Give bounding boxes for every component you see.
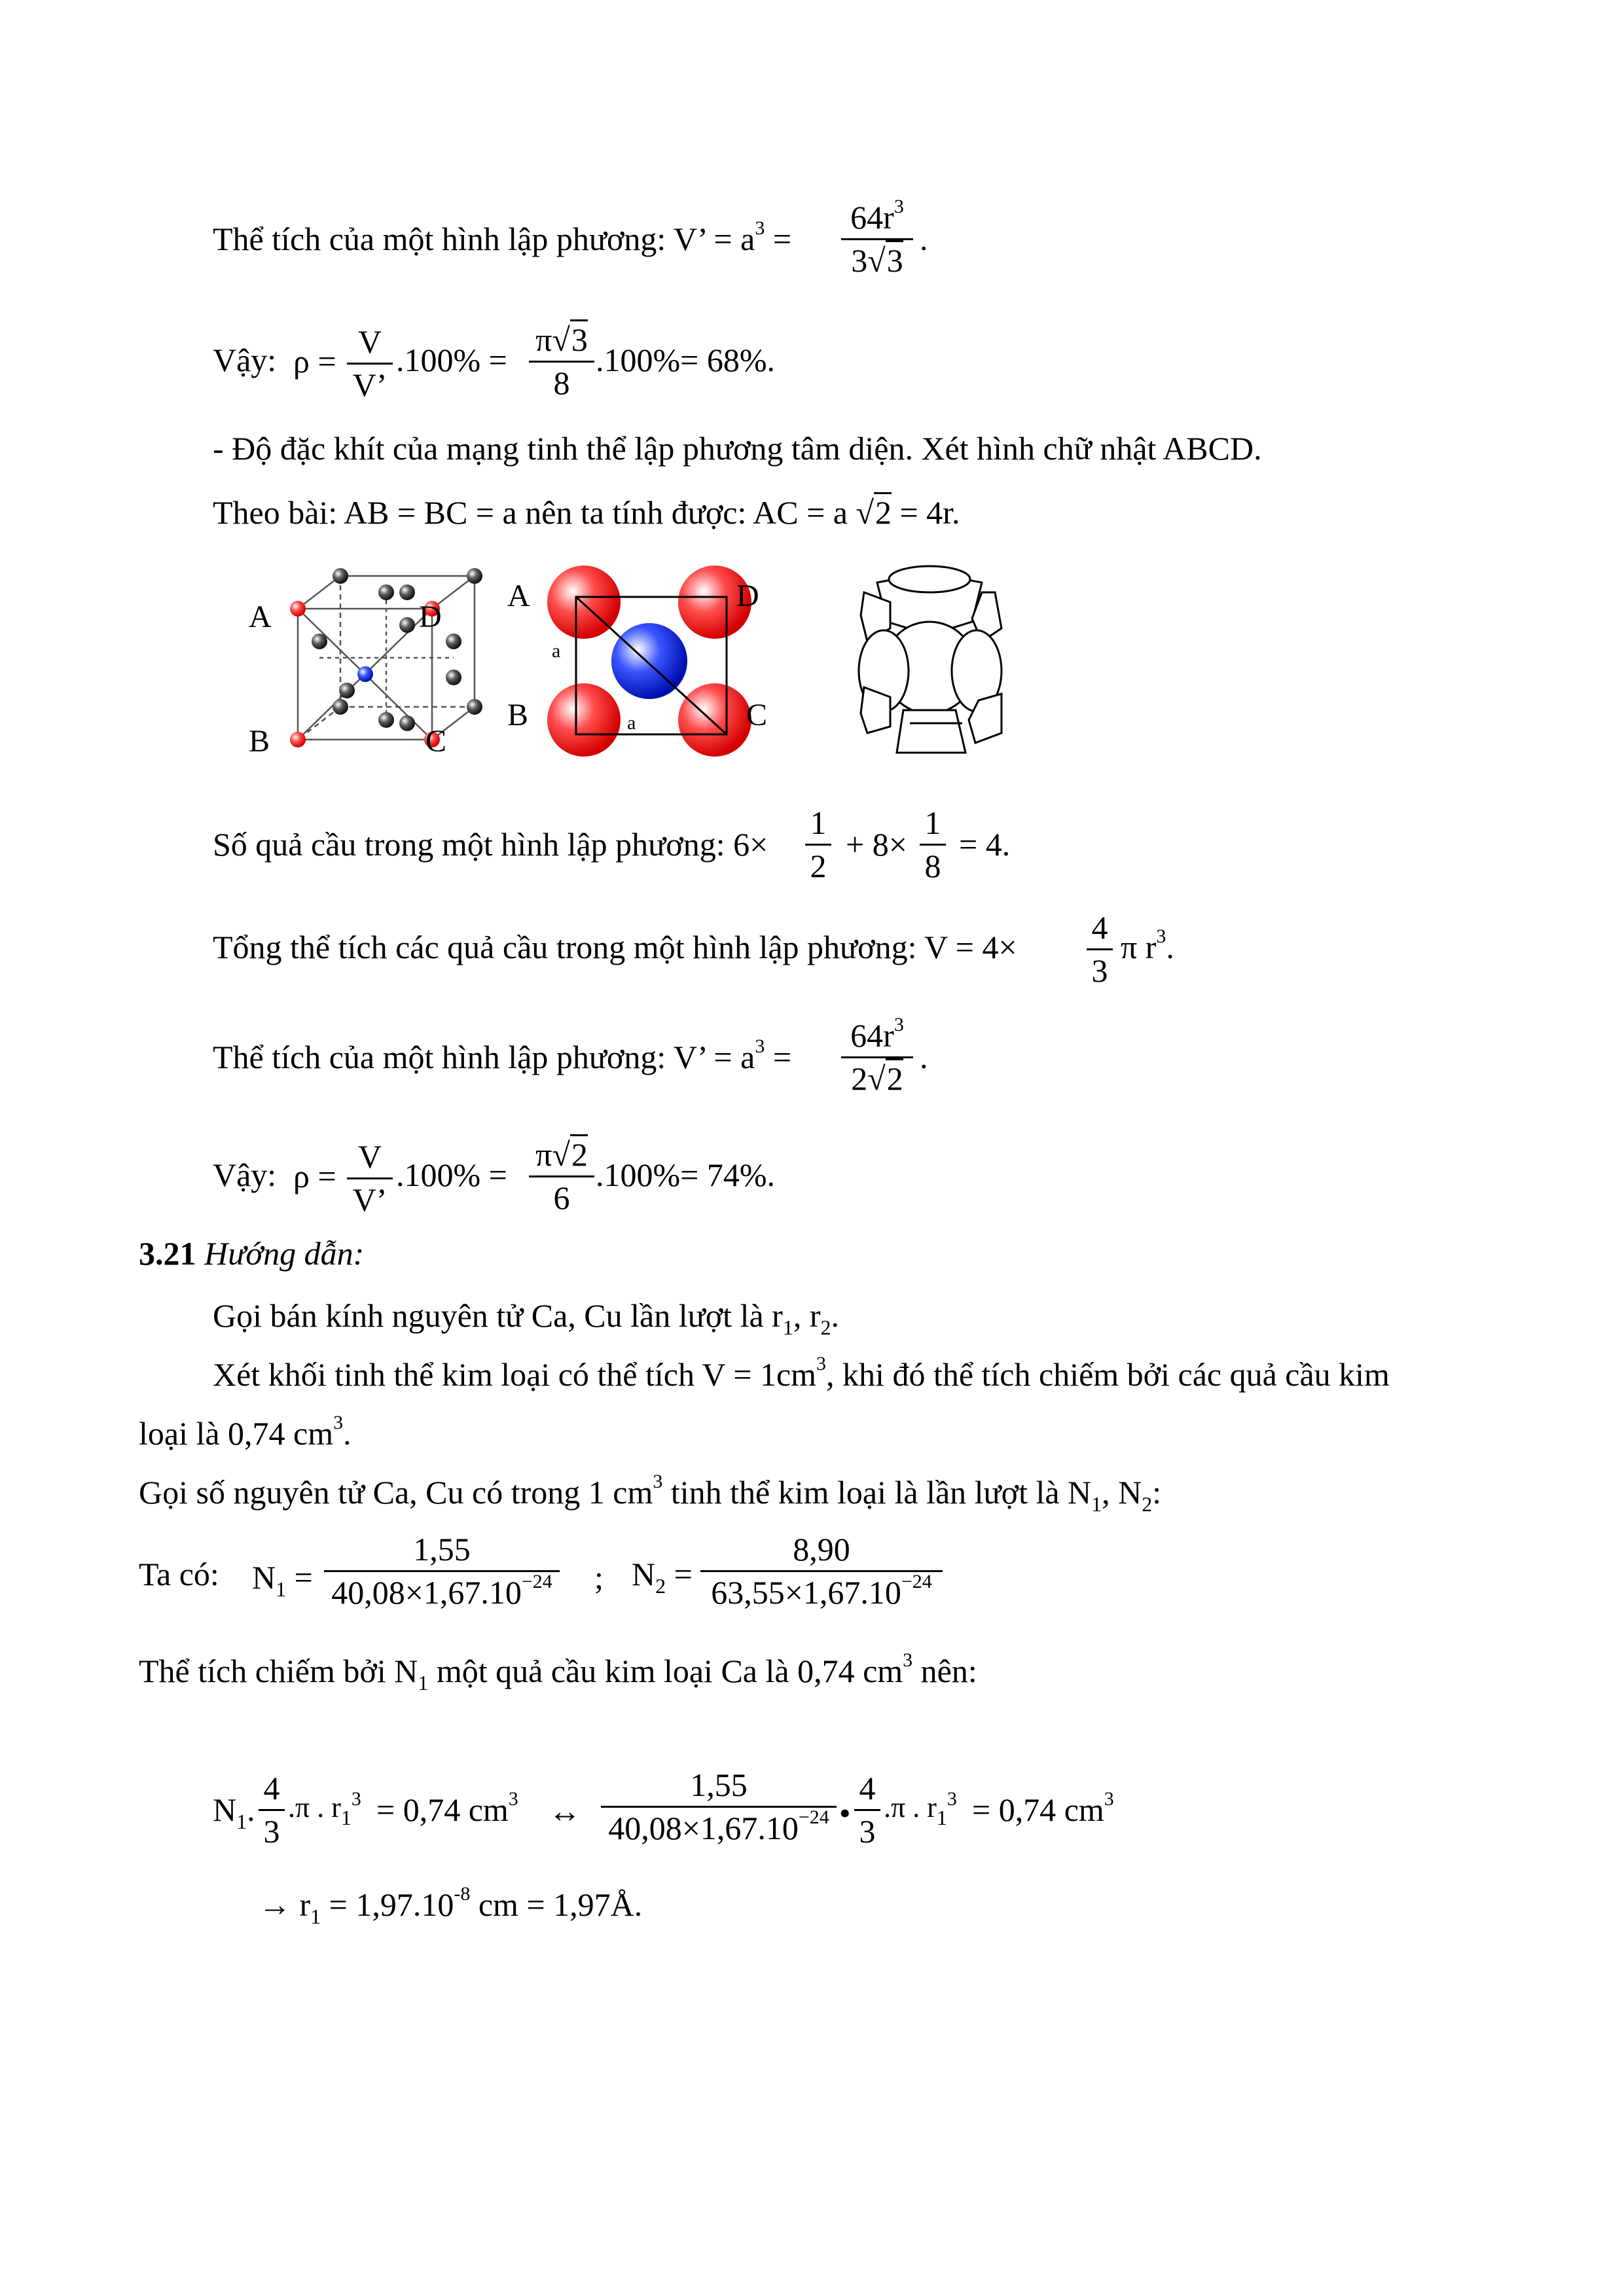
fcc-face-diagram [547, 565, 751, 757]
eq-rhs: = 0,74 $cm^3$ [376, 1788, 518, 1828]
vay-label: Vậy: [213, 342, 277, 378]
cube-label-a: A [249, 600, 272, 634]
n2-lhs: $N_2$ = [632, 1556, 693, 1598]
pi-r-cubed: π $r^3$. [1121, 925, 1174, 965]
eq2-fraction: 1,55 $40,08\times 1,67.10^{-24}$ [601, 1767, 837, 1846]
the-tich-chiem-line: Thể tích chiếm bởi $N_1$ một quả cầu kim loại Ca là 0,74 $cm^3$ nên: [139, 1649, 977, 1695]
num-spheres-result: = 4. [959, 826, 1011, 863]
eq2-four-thirds: 4 3 [854, 1770, 880, 1850]
semicolon: ; [594, 1559, 604, 1596]
pi-sqrt3-fraction: π√3 8 [529, 322, 594, 401]
theo-bai-line: Theo bài: AB = BC = a nên ta tính được: AC = a √2 = 4r. [213, 496, 960, 529]
equiv-arrow: ↔ [549, 1793, 581, 1829]
vay2-label: Vậy: [213, 1157, 277, 1193]
square-label-a: A [507, 579, 530, 613]
four-thirds-fraction: 4 3 [1087, 910, 1113, 989]
density-fcc-line: - Độ đặc khít của mạng tinh thể lập phương tâm diện. Xét hình chữ nhật ABCD. [213, 430, 1262, 467]
num-spheres-line: Số quả cầu trong một hình lập phương: 6× [213, 826, 768, 863]
half-fraction: 1 2 [805, 805, 831, 884]
plus-eight: + 8× [846, 826, 907, 863]
goi-ban-kinh-line: Gọi bán kính nguyên tử Ca, Cu lần lượt là $r_1$, $r_2$. [213, 1297, 839, 1339]
total-volume-line: Tổng thể tích các quả cầu trong một hình lập phương: V = 4× [213, 929, 1017, 965]
square-side-label-bottom: a [627, 712, 636, 734]
eq2-bullet: • [839, 1795, 851, 1831]
eq2-rhs: = 0,74 $cm^3$ [972, 1788, 1114, 1828]
cube-label-b: B [249, 724, 270, 759]
pi-sqrt2-fraction: π√2 6 [529, 1137, 594, 1216]
packed-spheres-diagram [859, 566, 1001, 753]
eq-pi-r: .π . $r_1^3$ [288, 1788, 361, 1829]
v-over-v2-fraction: V V’ [347, 1139, 393, 1218]
square-label-b: B [507, 698, 529, 732]
square-label-d: D [736, 579, 759, 613]
section-heading: 3.21 Hướng dẫn: [139, 1235, 365, 1272]
rho2-symbol: ρ = [293, 1158, 336, 1194]
crystal-figures [236, 556, 1106, 766]
result-line: → $r_1 = 1,97.10^{-8}$ cm = 1,97Å. [259, 1883, 643, 1928]
rho-symbol: ρ = [293, 343, 336, 380]
eq-lhs: $N_1$. [213, 1791, 255, 1833]
loai-la-line: loại là 0,74 $cm^3$. [139, 1412, 352, 1452]
eq2-pi-r: .π . $r_1^3$ [884, 1788, 957, 1829]
n1-lhs: $N_1$ = [252, 1559, 313, 1601]
ta-co-label: Ta có: [139, 1556, 219, 1592]
vol-cube2-end: . [920, 1039, 928, 1075]
square-label-c: C [746, 698, 768, 732]
n1-fraction: 1,55 $40,08\times 1,67.10^{-24}$ [324, 1532, 560, 1611]
pct-text-4: .100%= 74%. [596, 1157, 775, 1193]
vol-cube2-fraction: $64r^3$ 2√2 [841, 1018, 913, 1097]
v-over-v-fraction: V V’ [347, 324, 393, 403]
square-side-label-left: a [552, 640, 561, 662]
xet-khoi-line: Xét khối tinh thể kim loại có thể tích $V = 1cm^3$, khi đó thể tích chiếm bởi các quả cầu kim [213, 1353, 1390, 1393]
cube-label-c: C [425, 724, 447, 759]
vol-cube2-line: Thể tích của một hình lập phương: V’ = $a^3$ = [213, 1035, 792, 1075]
goi-so-line: Gọi số nguyên tử Ca, Cu có trong 1 $cm^3$ tinh thể kim loại là lần lượt là $N_1$, $N_2$: [139, 1471, 1162, 1516]
cube-label-d: D [419, 600, 442, 634]
pct-text-2: .100%= 68%. [596, 342, 775, 378]
vol-cube-end: . [920, 221, 928, 257]
pct-text-3: .100% = [396, 1157, 507, 1193]
n2-fraction: 8,90 $63,55\times 1,67.10^{-24}$ [700, 1532, 943, 1611]
vol-cube-line: Thể tích của một hình lập phương: V’ = $a^3$ = [213, 217, 792, 257]
vol-cube-fraction: $64r^3$ 3√3 [841, 200, 913, 279]
pct-text-1: .100% = [396, 342, 507, 378]
eighth-fraction: 1 8 [920, 805, 946, 884]
eq-four-thirds: 4 3 [259, 1770, 285, 1850]
